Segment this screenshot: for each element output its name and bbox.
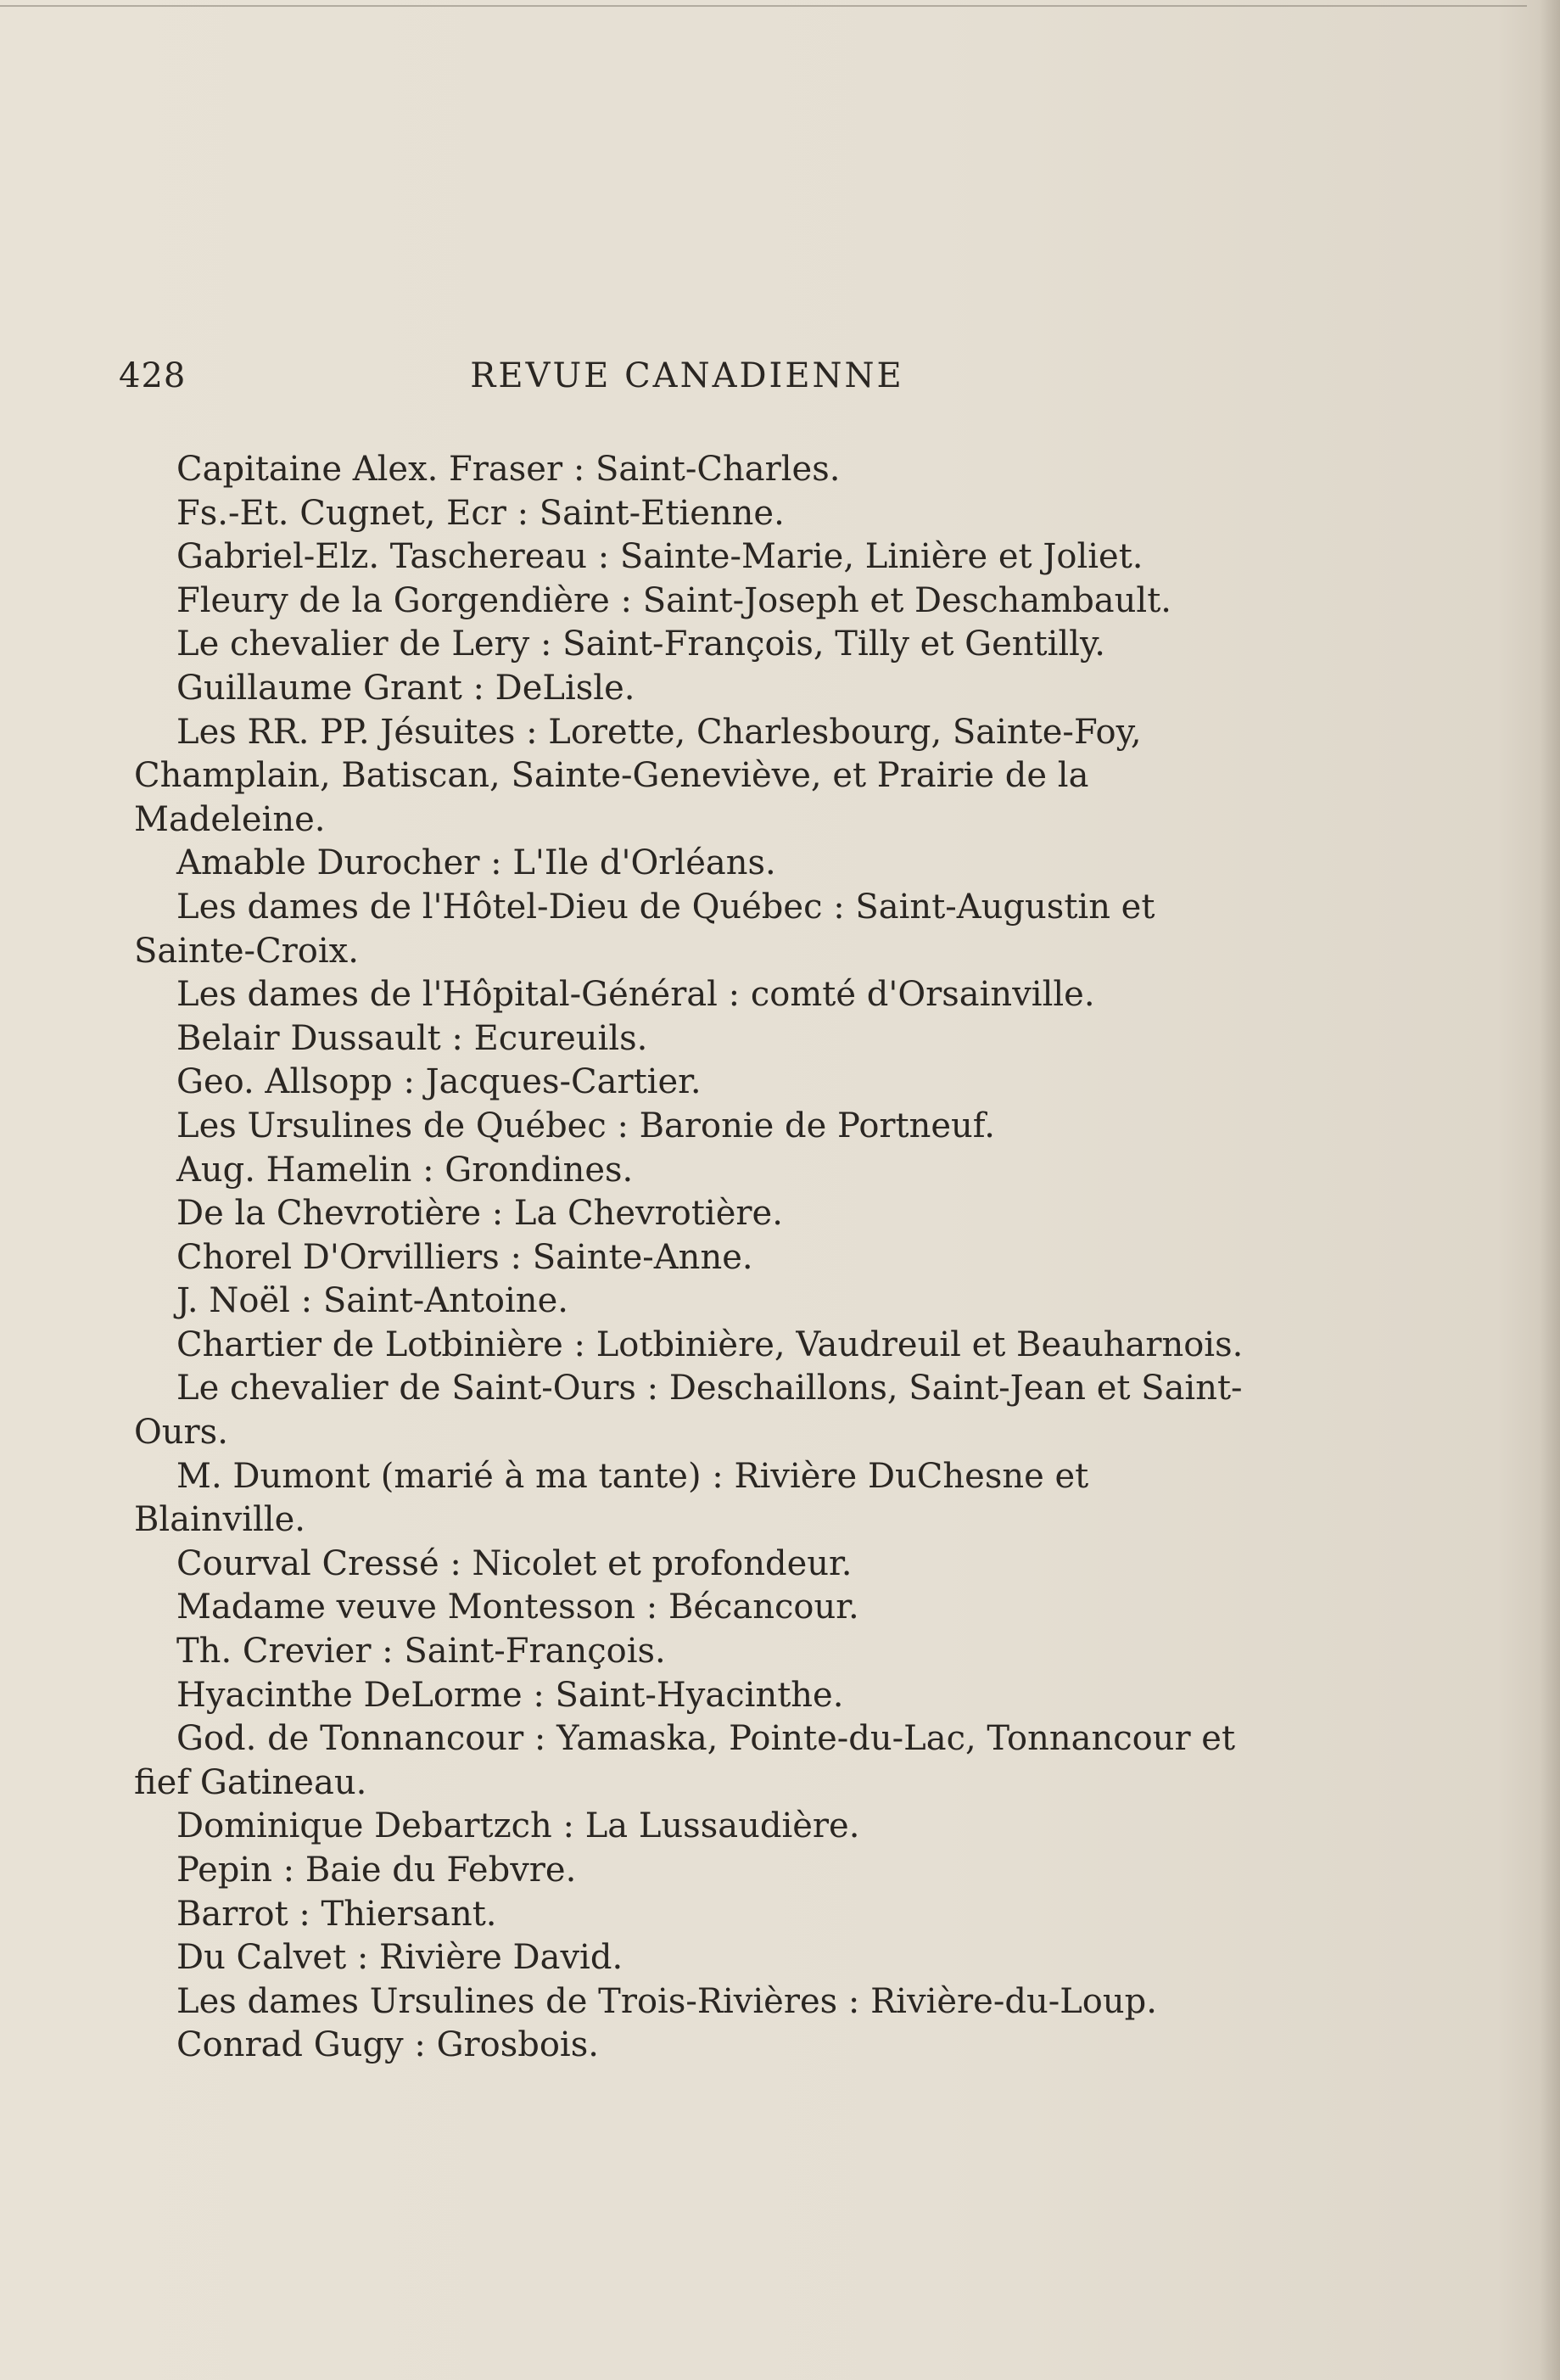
list-item: Conrad Gugy : Grosbois. <box>176 2025 599 2065</box>
list-item: Capitaine Alex. Fraser : Saint-Charles. <box>176 450 841 489</box>
page-header <box>119 356 1255 407</box>
list-item: Hyacinthe DeLorme : Saint-Hyacinthe. <box>176 1675 844 1715</box>
list-item: Th. Crevier : Saint-François. <box>176 1632 666 1672</box>
list-item: Pepin : Baie du Febvre. <box>176 1851 577 1890</box>
list-item: Les dames Ursulines de Trois-Rivières : Rivière-du-Loup. <box>176 1981 1157 2021</box>
list-item: Fs.-Et. Cugnet, Ecr : Saint-Etienne. <box>176 493 785 533</box>
list-item: Les RR. PP. Jésuites : Lorette, Charlesbourg, Sainte-Foy, Champlain, Batiscan, Sainte-Geneviève, et Prairie de la Madeleine. <box>134 712 1142 839</box>
list-item: Chartier de Lotbinière : Lotbinière, Vaudreuil et Beauharnois. <box>176 1324 1244 1364</box>
page-number: 428 <box>119 356 187 395</box>
list-item: Le chevalier de Saint-Ours : Deschaillons, Saint-Jean et Saint-Ours. <box>134 1369 1243 1453</box>
page-edge-shadow <box>1540 0 1560 2380</box>
list-item: Le chevalier de Lery : Saint-François, Tilly et Gentilly. <box>176 624 1105 664</box>
list-item: Aug. Hamelin : Grondines. <box>176 1150 634 1190</box>
list-item: Courval Cressé : Nicolet et profondeur. <box>176 1543 853 1583</box>
seigneury-list <box>134 448 1254 2068</box>
list-item: Gabriel-Elz. Taschereau : Sainte-Marie, Linière et Joliet. <box>176 537 1143 577</box>
list-item: M. Dumont (marié à ma tante) : Rivière DuChesne et Blainville. <box>134 1456 1089 1540</box>
list-item: Guillaume Grant : DeLisle. <box>176 668 635 708</box>
top-rule <box>0 5 1527 7</box>
list-item: Amable Durocher : L'Ile d'Orléans. <box>176 843 776 883</box>
list-item: Barrot : Thiersant. <box>176 1894 497 1934</box>
list-item: Du Calvet : Rivière David. <box>176 1938 623 1978</box>
list-item: J. Noël : Saint-Antoine. <box>176 1281 568 1321</box>
list-item: Dominique Debartzch : La Lussaudière. <box>176 1806 860 1846</box>
list-item: Geo. Allsopp : Jacques-Cartier. <box>176 1062 702 1102</box>
running-title: REVUE CANADIENNE <box>470 356 904 395</box>
list-item: Les Ursulines de Québec : Baronie de Portneuf. <box>176 1106 995 1145</box>
list-item: Chorel D'Orvilliers : Sainte-Anne. <box>176 1237 753 1277</box>
list-item: God. de Tonnancour : Yamaska, Pointe-du-Lac, Tonnancour et fief Gatineau. <box>134 1719 1236 1802</box>
list-item: Fleury de la Gorgendière : Saint-Joseph et Deschambault. <box>176 580 1171 620</box>
list-item: Madame veuve Montesson : Bécancour. <box>176 1588 859 1627</box>
list-item: Belair Dussault : Ecureuils. <box>176 1018 648 1058</box>
list-item: Les dames de l'Hôtel-Dieu de Québec : Saint-Augustin et Sainte-Croix. <box>134 887 1155 971</box>
list-item: Les dames de l'Hôpital-Général : comté d'Orsainville. <box>176 975 1095 1015</box>
list-item: De la Chevrotière : La Chevrotière. <box>176 1194 783 1234</box>
